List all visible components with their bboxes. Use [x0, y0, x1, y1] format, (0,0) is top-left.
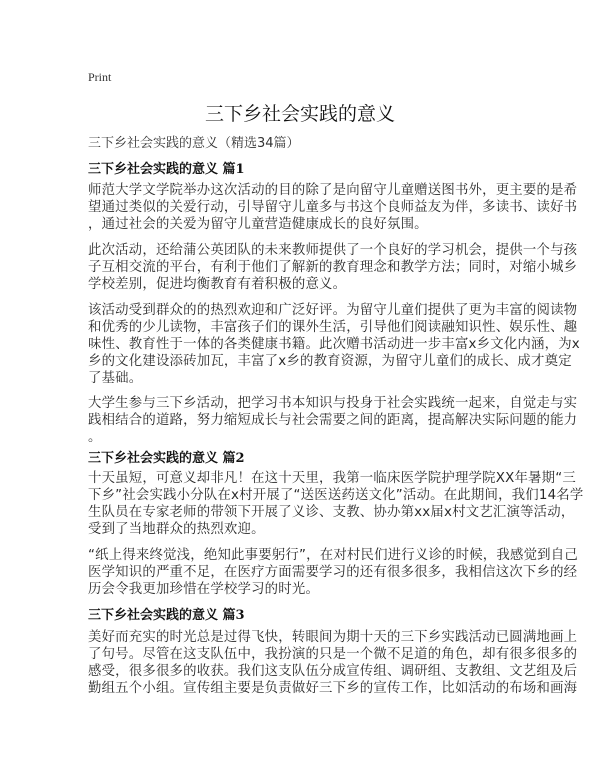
paragraph-line: 望通过类似的关爱行动，引导留守儿童多与书这个良师益友为伴，多读书、读好书 — [88, 200, 578, 215]
paragraph-line: 。 — [88, 430, 102, 445]
section-heading: 三下乡社会实践的意义 篇3 — [88, 608, 245, 623]
paragraph-line: 生队员在专家老师的带领下开展了义诊、支教、协办第xx届x村文艺汇演等活动， — [88, 505, 575, 520]
paragraph-line: 此次活动，还给蒲公英团队的未来教师提供了一个良好的学习机会，提供一个与孩 — [88, 243, 578, 258]
paragraph-line: 子互相交流的平台，有利于他们了解新的教育理念和教学方法；同时，对缩小城乡 — [88, 260, 578, 275]
paragraph-line: 乡的文化建设添砖加瓦，丰富了x乡的教育资源，为留守儿童们的成长、成才奠定 — [88, 354, 572, 369]
paragraph-line: 和优秀的少儿读物，丰富孩子们的课外生活，引导他们阅读融知识性、娱乐性、趣 — [88, 320, 578, 335]
paragraph-line: 该活动受到群众的的热烈欢迎和广泛好评。为留守儿童们提供了更为丰富的阅读物 — [88, 303, 578, 318]
paragraph-line: 践相结合的道路，努力缩短成长与社会需要之间的距离，提高解决实际问题的能力 — [88, 413, 578, 428]
paragraph-line: 感受，很多很多的收获。我们这支队伍分成宣传组、调研组、支教组、文艺组及后 — [88, 664, 578, 679]
paragraph-line: 受到了当地群众的热烈欢迎。 — [88, 522, 265, 537]
paragraph-line: 勤组五个小组。宣传组主要是负责做好三下乡的宣传工作，比如活动的布场和画海 — [88, 681, 578, 696]
section-heading: 三下乡社会实践的意义 篇2 — [88, 451, 245, 466]
paragraph-line: ，通过社会的关爱为留守儿童营造健康成长的良好氛围。 — [88, 217, 428, 232]
document-subtitle: 三下乡社会实践的意义（精选34篇） — [88, 136, 300, 151]
paragraph-line: 大学生参与三下乡活动，把学习书本知识与投身于社会实践统一起来，自觉走与实 — [88, 396, 578, 411]
paragraph-line: 历会令我更加珍惜在学校学习的时光。 — [88, 582, 320, 597]
section-heading: 三下乡社会实践的意义 篇1 — [88, 162, 245, 177]
paragraph-line: 下乡”社会实践小分队在x村开展了“送医送药送文化”活动。在此期间，我们14名学 — [88, 488, 584, 503]
paragraph-line: 学校差别，促进均衡教育有着积极的意义。 — [88, 277, 347, 292]
paragraph-line: 医学知识的严重不足，在医疗方面需要学习的还有很多很多，我相信这次下乡的经 — [88, 565, 578, 580]
paragraph-line: 师范大学文学院举办这次活动的目的除了是向留守儿童赠送图书外，更主要的是希 — [88, 183, 578, 198]
paragraph-line: 了基础。 — [88, 371, 143, 386]
page-title: 三下乡社会实践的意义 — [204, 103, 395, 125]
paragraph-line: “纸上得来终觉浅，绝知此事要躬行”，在对村民们进行义诊的时候，我感觉到自己 — [88, 548, 578, 563]
paragraph-line: 了句号。尽管在这支队伍中，我扮演的只是一个微不足道的角色，却有很多很多的 — [88, 647, 578, 662]
paragraph-line: 美好而充实的时光总是过得飞快，转眼间为期十天的三下乡实践活动已圆满地画上 — [88, 630, 578, 645]
print-label[interactable]: Print — [88, 70, 112, 84]
paragraph-line: 味性、教育性于一体的各类健康书籍。此次赠书活动进一步丰富x乡文化内涵，为x — [88, 337, 580, 352]
paragraph-line: 十天虽短，可意义却非凡！在这十天里，我第一临床医学院护理学院XX年暑期“三 — [88, 471, 576, 486]
